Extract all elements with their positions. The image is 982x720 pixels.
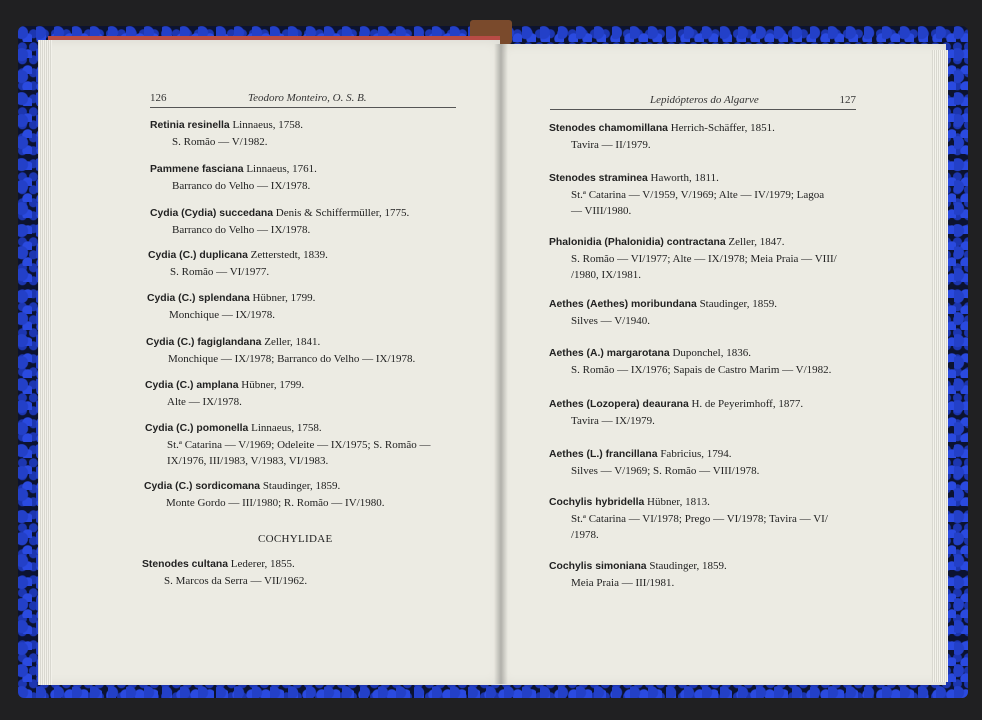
list-item: Cydia (C.) splendana Hübner, 1799. Monchique — IX/1978.: [147, 292, 316, 321]
list-item: Cydia (C.) pomonella Linnaeus, 1758. St.ª Catarina — V/1969; Odeleite — IX/1975; S. Romão — IX/1976, III/1983, V/1983, VI/1983.: [145, 422, 431, 467]
list-item: Phalonidia (Phalonidia) contractana Zeller, 1847. S. Romão — VI/1977; Alte — IX/1978; Meia Praia — VIII/ /1980, IX/1981.: [549, 236, 837, 281]
book-gutter: [494, 44, 508, 684]
left-running-head: [150, 92, 456, 108]
left-page-edges: [38, 40, 52, 685]
right-running-title: Lepidópteros do Algarve: [650, 94, 759, 106]
list-item: Cydia (C.) duplicana Zetterstedt, 1839. S. Romão — VI/1977.: [148, 249, 328, 278]
list-item: Cydia (C.) fagiglandana Zeller, 1841. Monchique — IX/1978; Barranco do Velho — IX/1978.: [146, 336, 416, 365]
list-item: Cydia (C.) amplana Hübner, 1799. Alte — IX/1978.: [145, 379, 305, 408]
list-item: Cochylis hybridella Hübner, 1813. St.ª Catarina — VI/1978; Prego — VI/1978; Tavira — VI/ /1978.: [549, 496, 828, 541]
list-item: Aethes (A.) margarotana Duponchel, 1836. S. Romão — IX/1976; Sapais de Castro Marim — V/1982.: [549, 347, 832, 376]
list-item: Stenodes chamomillana Herrich-Schäffer, 1851. Tavira — II/1979.: [549, 122, 775, 151]
right-page-number: 127: [839, 94, 856, 106]
list-item: Cydia (C.) sordicomana Staudinger, 1859. Monte Gordo — III/1980; R. Romão — IV/1980.: [144, 480, 385, 509]
section-title: COCHYLIDAE: [258, 533, 333, 545]
left-running-title: Teodoro Monteiro, O. S. B.: [248, 92, 367, 104]
list-item: Stenodes cultana Lederer, 1855. S. Marcos da Serra — VII/1962.: [142, 558, 308, 587]
right-running-head: [550, 94, 856, 110]
list-item: Stenodes straminea Haworth, 1811. St.ª Catarina — V/1959, V/1969; Alte — IV/1979; Lagoa — VIII/1980.: [549, 172, 825, 217]
list-item: Cydia (Cydia) succedana Denis & Schiffermüller, 1775. Barranco do Velho — IX/1978.: [150, 207, 410, 236]
list-item: Aethes (Aethes) moribundana Staudinger, 1859. Silves — V/1940.: [549, 298, 778, 327]
right-page-edges: [932, 50, 948, 682]
list-item: Aethes (Lozopera) deaurana H. de Peyerimhoff, 1877. Tavira — IX/1979.: [549, 398, 804, 427]
left-page-number: 126: [150, 92, 167, 104]
list-item: Pammene fasciana Linnaeus, 1761. Barranco do Velho — IX/1978.: [150, 163, 317, 192]
list-item: Aethes (L.) francillana Fabricius, 1794. Silves — V/1969; S. Romão — VIII/1978.: [549, 448, 760, 477]
list-item: Cochylis simoniana Staudinger, 1859. Meia Praia — III/1981.: [549, 560, 727, 589]
list-item: Retinia resinella Linnaeus, 1758. S. Romão — V/1982.: [150, 119, 304, 148]
